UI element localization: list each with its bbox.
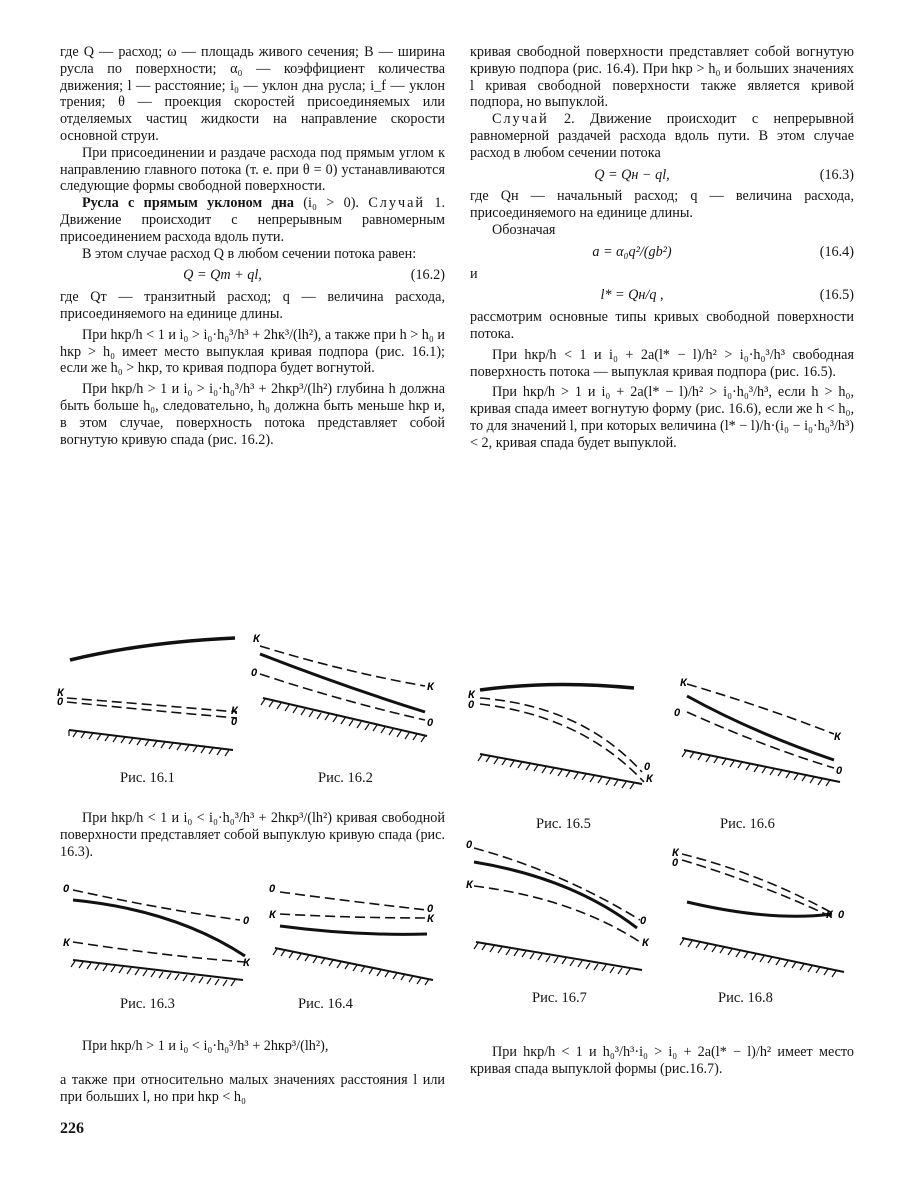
figures-16-7-16-8 bbox=[462, 834, 857, 984]
label-k: К bbox=[672, 847, 679, 859]
conjunction-and: и bbox=[470, 265, 478, 282]
equation-16-2 bbox=[60, 267, 445, 284]
caption-fig-16-8: Рис. 16.8 bbox=[718, 990, 773, 1006]
figure-16-3 bbox=[63, 883, 251, 986]
case-label: Случай bbox=[492, 111, 549, 128]
label-k: К bbox=[57, 687, 64, 699]
paragraph-curve-types: рассмотрим основные типы кривых свободной поверхности потока. bbox=[470, 309, 854, 342]
page-number: 226 bbox=[60, 1120, 84, 1137]
paragraph-case1 bbox=[60, 195, 445, 245]
label-zero: 0 bbox=[674, 707, 681, 719]
label-k: К bbox=[680, 677, 687, 689]
caption-fig-16-3: Рис. 16.3 bbox=[120, 996, 175, 1012]
case-label: Случай bbox=[368, 195, 426, 212]
label-k: К bbox=[646, 773, 653, 785]
label-zero: 0 bbox=[63, 883, 70, 895]
paragraph-concave-backwater: кривая свободной поверхности представляет собой вогнутую кривую подпора (рис. 16.4). При hкр > h₀ и больших значениях l кривая свободной поверхности также является кривой подпора, но выпуклой. bbox=[470, 44, 854, 111]
condition-6: При hкр/h > 1 и i₀ + 2a(l* − l)/h² > i₀·h₀³/h³, если h > h₀, кривая спада имеет вогнутую форму (рис. 16.6), если же h < h₀, то для значений l, при которых величина (l* − l)/h·(i₀ − i₀·h₀³/h³) < 2, кривая спада будет выпуклой. bbox=[470, 384, 854, 451]
slope-condition: (i₀ > 0). bbox=[293, 195, 369, 212]
right-column bbox=[470, 44, 854, 456]
equation-16-3 bbox=[470, 167, 854, 184]
condition-5: При hкр/h < 1 и i₀ + 2a(l* − l)/h² > i₀·h₀³/h³ свободная поверхность потока — выпуклая кривая подпора (рис. 16.5). bbox=[470, 346, 854, 380]
label-k: К bbox=[427, 913, 434, 925]
caption-fig-16-6: Рис. 16.6 bbox=[720, 816, 775, 832]
equation-number: (16.3) bbox=[819, 166, 854, 183]
condition-4: При hкр/h > 1 и i₀ < i₀·h₀³/h³ + 2hкр³/(lh²), bbox=[82, 1038, 329, 1054]
paragraph-transit: где Qт — транзитный расход; q — величина расхода, присоединяемого на единице длины. bbox=[60, 289, 445, 322]
label-k: К bbox=[243, 957, 250, 969]
caption-fig-16-1: Рис. 16.1 bbox=[120, 770, 175, 786]
equation-expression: Q = Qт + ql, bbox=[183, 267, 262, 284]
case2-text: 2. Движение происходит с непрерывной равномерной раздачей расхода вдоль пути. В этом случае расход в любом сечении потока bbox=[470, 111, 854, 161]
label-k: К bbox=[253, 633, 260, 645]
label-k: К bbox=[269, 909, 276, 921]
condition-2: При hкр/h > 1 и i₀ > i₀·h₀³/h³ + 2hкр³/(lh²) глубина h должна быть больше h₀, следовательно, h₀ должна быть меньше hкр и, в этом случае, поверхность потока представляет собой вогнутую кривую спада (рис. 16.2). bbox=[60, 381, 445, 448]
paragraph-notation: где Q — расход; ω — площадь живого сечения; B — ширина русла по поверхности; α₀ — коэффициент количества движения; l — расстояние; i₀ — уклон дна русла; i_f — уклон трения; θ — проекция скоростей присоединяемых или отделяемых частиц жидкости на направление скорости основной струи. bbox=[60, 44, 445, 144]
label-zero: 0 bbox=[57, 696, 64, 708]
caption-fig-16-2: Рис. 16.2 bbox=[318, 770, 373, 786]
label-zero: 0 bbox=[251, 667, 258, 679]
condition-4-cont: а также при относительно малых значениях расстояния l или при больших l, но при hкр < h₀ bbox=[60, 1072, 445, 1105]
figure-16-6 bbox=[674, 677, 843, 786]
paragraph-initial-discharge: где Qн — начальный расход; q — величина расхода, присоединяемого на единице длины. bbox=[470, 188, 854, 222]
figure-16-7 bbox=[466, 839, 650, 975]
paragraph-case2 bbox=[470, 111, 854, 161]
equation-expression: Q = Qн − ql, bbox=[594, 166, 670, 183]
figures-16-1-16-2 bbox=[55, 632, 445, 762]
figures-16-5-16-6 bbox=[462, 676, 857, 806]
condition-1: При hкр/h < 1 и i₀ > i₀·h₀³/h³ + 2hк³/(lh²), а также при h > h₀ и hкр > h₀ имеет место выпуклая кривая подпора (рис. 16.1); если же h₀ > hкр, то кривая подпора будет вогнутой. bbox=[60, 326, 445, 377]
label-zero: 0 bbox=[640, 915, 647, 927]
label-zero: 0 bbox=[672, 857, 679, 869]
label-zero: 0 bbox=[644, 761, 651, 773]
label-k: К bbox=[466, 879, 473, 891]
figure-16-8 bbox=[672, 847, 845, 977]
equation-expression: l* = Qн/q , bbox=[600, 287, 664, 304]
condition-7: При hкр/h < 1 и h₀³/h³·i₀ > i₀ + 2a(l* − l)/h² имеет место кривая спада выпуклой формы (рис.16.7). bbox=[470, 1044, 854, 1077]
caption-fig-16-4: Рис. 16.4 bbox=[298, 996, 353, 1012]
label-k: К bbox=[231, 705, 238, 717]
label-zero: 0 bbox=[243, 915, 250, 927]
figure-16-4 bbox=[269, 883, 435, 985]
label-zero: 0 bbox=[231, 716, 238, 728]
caption-fig-16-7: Рис. 16.7 bbox=[532, 990, 587, 1006]
label-zero: 0 bbox=[427, 903, 434, 915]
equation-number: (16.2) bbox=[410, 267, 445, 284]
label-k: К bbox=[63, 937, 70, 949]
left-column bbox=[60, 44, 445, 452]
label-k: К bbox=[826, 909, 833, 921]
label-zero: 0 bbox=[838, 909, 845, 921]
caption-fig-16-5: Рис. 16.5 bbox=[536, 816, 591, 832]
figure-16-5 bbox=[468, 684, 654, 789]
label-zero: 0 bbox=[468, 699, 475, 711]
label-k: К bbox=[427, 681, 434, 693]
case1-text: 1. Движение происходит с непрерывным равномерным присоединением расхода вдоль пути. bbox=[60, 195, 446, 245]
condition-3: При hкр/h < 1 и i₀ < i₀·h₀³/h³ + 2hкр³/(lh²) кривая свободной поверхности представляет собой выпуклую кривую спада (рис. 16.3). bbox=[60, 810, 445, 860]
label-zero: 0 bbox=[269, 883, 276, 895]
label-zero: 0 bbox=[427, 717, 434, 729]
paragraph-attachment: При присоединении и раздаче расхода под прямым углом к направлению главного потока (т. е. при θ = 0) устанавливаются следующие формы свободной поверхности. bbox=[60, 144, 445, 195]
equation-16-5 bbox=[470, 287, 854, 304]
paragraph-discharge: В этом случае расход Q в любом сечении потока равен: bbox=[82, 245, 417, 262]
equation-number: (16.4) bbox=[819, 243, 854, 260]
figure-16-1 bbox=[57, 638, 239, 756]
figure-16-2 bbox=[251, 633, 435, 742]
equation-expression: a = α₀q²/(gb²) bbox=[592, 243, 672, 260]
label-zero: 0 bbox=[836, 765, 843, 777]
paragraph-notation-intro: Обозначая bbox=[492, 221, 556, 238]
figures-16-3-16-4 bbox=[55, 880, 445, 990]
label-k: К bbox=[468, 689, 475, 701]
equation-16-4 bbox=[470, 244, 854, 261]
label-k: К bbox=[642, 937, 649, 949]
label-zero: 0 bbox=[466, 839, 473, 851]
label-k: К bbox=[834, 731, 841, 743]
section-heading: Русла с прямым уклоном дна bbox=[82, 195, 294, 212]
equation-number: (16.5) bbox=[819, 287, 854, 304]
